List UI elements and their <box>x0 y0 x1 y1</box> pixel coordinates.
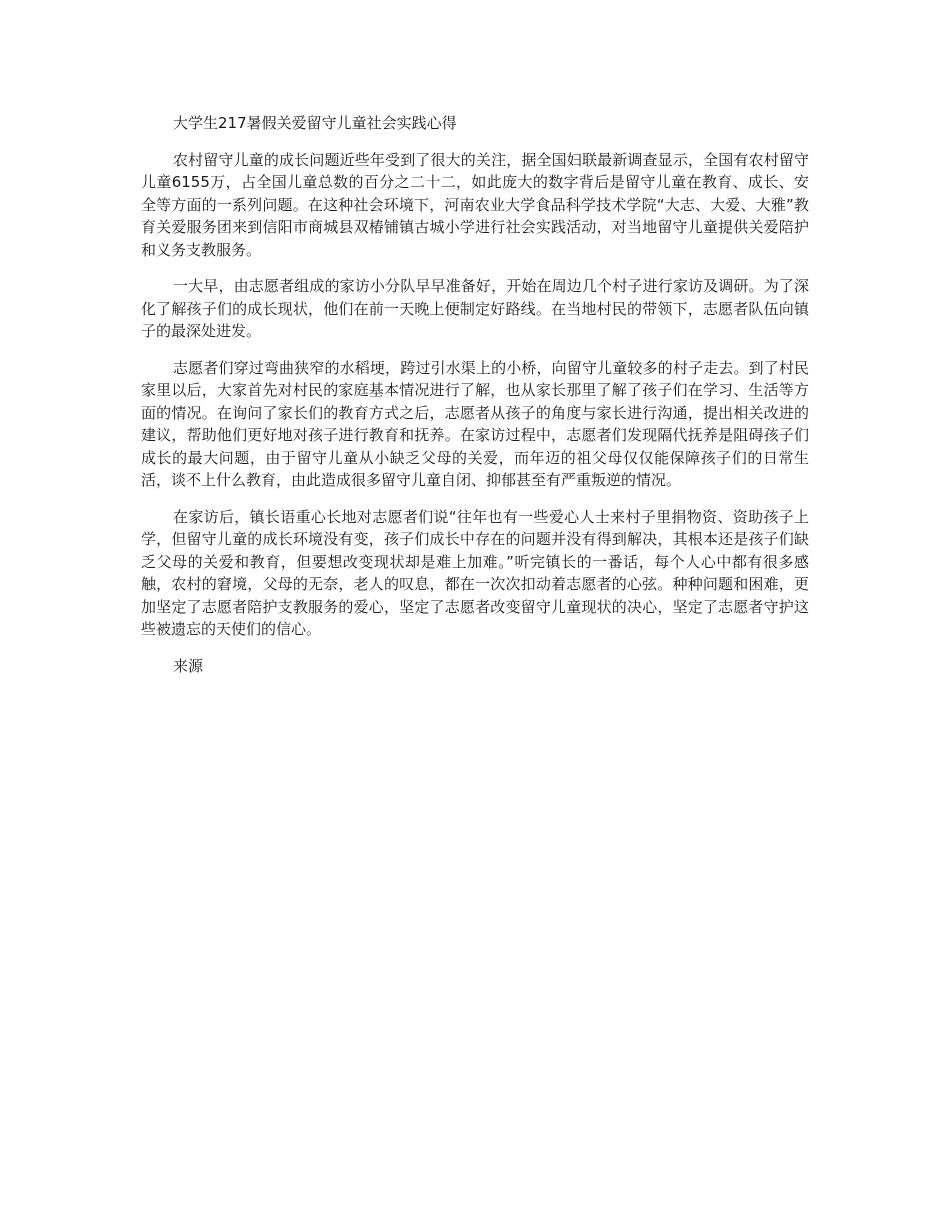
paragraph-3: 志愿者们穿过弯曲狭窄的水稻埂，跨过引水渠上的小桥，向留守儿童较多的村子走去。到了村民家里以后，大家首先对村民的家庭基本情况进行了解，也从家长那里了解了孩子们在学习、生活等方面的情况。在询问了家长们的教育方式之后，志愿者从孩子的角度与家长进行沟通，提出相关改进的建议，帮助他们更好地对孩子进行教育和抚养。在家访过程中，志愿者们发现隔代抚养是阻碍孩子们成长的最大问题，由于留守儿童从小缺乏父母的关爱，而年迈的祖父母仅仅能保障孩子们的日常生活，谈不上什么教育，由此造成很多留守儿童自闭、抑郁甚至有严重叛逆的情况。 <box>141 358 809 489</box>
paragraph-2: 一大早，由志愿者组成的家访小分队早早准备好，开始在周边几个村子进行家访及调研。为了深化了解孩子们的成长现状，他们在前一天晚上便制定好路线。在当地村民的带领下，志愿者队伍向镇子的最深处进发。 <box>141 277 809 340</box>
source-label: 来源 <box>173 656 204 675</box>
document-page <box>141 112 809 677</box>
paragraph-1: 农村留守儿童的成长问题近些年受到了很大的关注，据全国妇联最新调查显示，全国有农村留守儿童6155万，占全国儿童总数的百分之二十二，如此庞大的数字背后是留守儿童在教育、成长、安全等方面的一系列问题。在这种社会环境下，河南农业大学食品科学技术学院“大志、大爱、大雅”教育关爱服务团来到信阳市商城县双椿铺镇古城小学进行社会实践活动，对当地留守儿童提供关爱陪护和义务支教服务。 <box>141 150 809 259</box>
document-title: 大学生217暑假关爱留守儿童社会实践心得 <box>173 114 457 132</box>
paragraph-4: 在家访后，镇长语重心长地对志愿者们说“往年也有一些爱心人士来村子里捐物资、资助孩子上学，但留守儿童的成长环境没有变，孩子们成长中存在的问题并没有得到解决，其根本还是孩子们缺乏父母的关爱和教育，但要想改变现状却是难上加难。”听完镇长的一番话，每个人心中都有很多感触，农村的窘境，父母的无奈，老人的叹息，都在一次次扣动着志愿者的心弦。种种问题和困难，更加坚定了志愿者陪护支教服务的爱心，坚定了志愿者改变留守儿童现状的决心，坚定了志愿者守护这些被遗忘的天使们的信心。 <box>141 507 809 638</box>
